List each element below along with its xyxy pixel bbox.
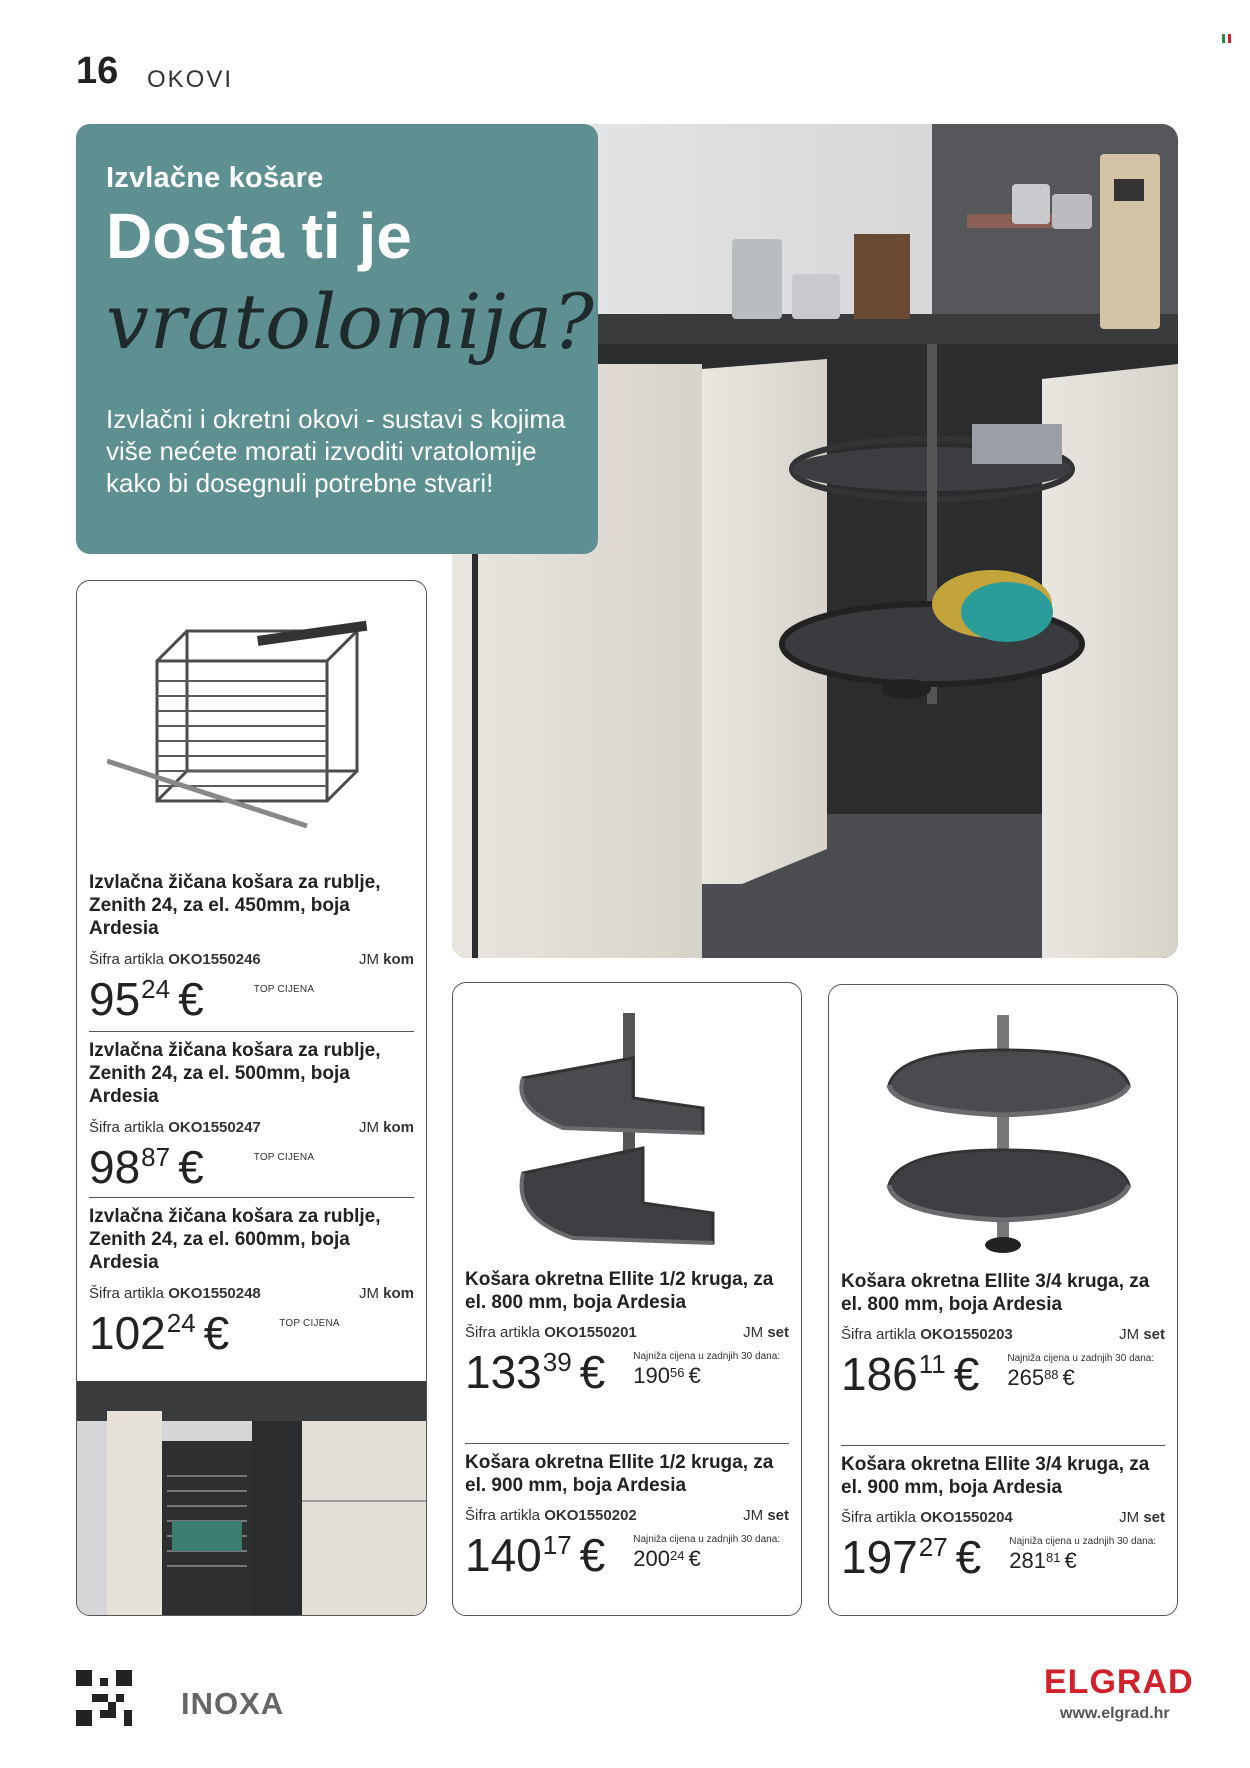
laundry-basket-card — [76, 580, 427, 1616]
price — [465, 1346, 606, 1399]
sku-label: Šifra artikla — [89, 1118, 165, 1136]
unit-value: set — [767, 1507, 789, 1525]
lowest-price-int: 190 — [633, 1363, 670, 1389]
unit-value: set — [1143, 1509, 1165, 1527]
lowest-price-30-days — [633, 1351, 780, 1387]
price-int: 197 — [841, 1531, 918, 1584]
currency: € — [178, 972, 204, 1025]
sku-code: OKO1550204 — [920, 1509, 1013, 1527]
product-meta — [841, 1326, 1165, 1343]
sku-label: Šifra artikla — [841, 1509, 917, 1527]
product-meta — [465, 1507, 789, 1524]
lowest-price-label: Najniža cijena u zadnjih 30 dana: — [633, 1534, 781, 1546]
hero-script-word: vratolomija? — [106, 277, 595, 367]
hero-title: Dosta ti je — [106, 200, 412, 272]
price-int: 133 — [465, 1346, 542, 1399]
top-price-badge: TOP CIJENA — [253, 1151, 315, 1163]
unit-value: kom — [383, 1118, 414, 1136]
price-cents: 11 — [918, 1349, 946, 1380]
price — [89, 1140, 204, 1193]
product-name: Izvlačna žičana košara za rublje, Zenith 24, za el. 500mm, boja Ardesia — [89, 1040, 381, 1108]
unit-label: JM — [358, 1118, 379, 1136]
sku-code: OKO1550246 — [168, 950, 261, 968]
lowest-price-label: Najniža cijena u zadnjih 30 dana: — [1009, 1536, 1157, 1548]
top-price-badge: TOP CIJENA — [253, 983, 315, 995]
page-number: 16 — [76, 50, 119, 92]
sku-label: Šifra artikla — [841, 1326, 917, 1344]
unit-value: set — [1143, 1326, 1165, 1344]
lowest-price-30-days — [1009, 1536, 1156, 1572]
product-meta — [89, 1119, 414, 1136]
half-circle-basket-image — [503, 1008, 753, 1258]
product-item — [89, 871, 414, 1025]
unit-value: kom — [383, 1284, 414, 1302]
unit-label: JM — [743, 1324, 764, 1342]
product-name: Košara okretna Ellite 3/4 kruga, za el. 800 mm, boja Ardesia — [841, 1271, 1150, 1316]
currency: € — [955, 1531, 982, 1584]
lowest-price-int: 265 — [1007, 1365, 1045, 1391]
price-int: 95 — [89, 972, 141, 1025]
price-cents: 17 — [542, 1530, 572, 1561]
product-meta — [841, 1509, 1165, 1526]
price — [89, 972, 204, 1025]
product-name: Košara okretna Ellite 3/4 kruga, za el. 900 mm, boja Ardesia — [841, 1454, 1150, 1499]
laundry-cabinet-photo — [77, 1381, 427, 1616]
hero-kicker: Izvlačne košare — [106, 162, 324, 194]
product-name: Košara okretna Ellite 1/2 kruga, za el. 900 mm, boja Ardesia — [465, 1452, 774, 1497]
price-int: 140 — [465, 1529, 542, 1582]
lowest-price-cents: 81 — [1045, 1550, 1061, 1566]
sku-label: Šifra artikla — [89, 950, 165, 968]
divider — [89, 1197, 414, 1198]
product-name: Izvlačna žičana košara za rublje, Zenith 24, za el. 450mm, boja Ardesia — [89, 872, 381, 940]
price-int: 186 — [841, 1348, 918, 1401]
wire-basket-image — [107, 601, 397, 841]
sku-label: Šifra artikla — [89, 1284, 165, 1302]
price — [841, 1348, 980, 1401]
hero-description: Izvlačni i okretni okovi - sustavi s kojima više nećete morati izvoditi vratolomije kako bi dosegnuli potrebne stvari! — [106, 404, 566, 498]
website-link[interactable]: www.elgrad.hr — [1060, 1705, 1170, 1722]
lowest-price-label: Najniža cijena u zadnjih 30 dana: — [633, 1351, 781, 1363]
product-meta — [465, 1324, 789, 1341]
sku-code: OKO1550248 — [168, 1284, 261, 1302]
top-price-badge: TOP CIJENA — [279, 1317, 340, 1329]
three-quarter-basket-image — [859, 1010, 1149, 1260]
price — [465, 1529, 606, 1582]
lowest-price-int: 281 — [1009, 1548, 1046, 1574]
half-circle-basket-card — [452, 982, 802, 1616]
lowest-price-30-days — [633, 1534, 780, 1570]
currency: € — [203, 1306, 230, 1359]
price-cents: 24 — [166, 1307, 196, 1338]
unit-value: kom — [383, 950, 414, 968]
section-label: OKOVI — [147, 66, 234, 93]
currency: € — [688, 1363, 701, 1389]
product-item — [465, 1451, 789, 1582]
product-item — [89, 1039, 414, 1193]
currency: € — [178, 1140, 204, 1193]
three-quarter-basket-card — [828, 984, 1178, 1616]
sku-label: Šifra artikla — [465, 1324, 541, 1342]
price-cents: 27 — [918, 1532, 948, 1563]
currency: € — [1064, 1548, 1077, 1574]
sku-code: OKO1550247 — [168, 1118, 261, 1136]
currency: € — [1062, 1365, 1075, 1391]
price — [841, 1531, 982, 1584]
product-name: Košara okretna Ellite 1/2 kruga, za el. 800 mm, boja Ardesia — [465, 1269, 774, 1314]
unit-value: set — [767, 1324, 789, 1342]
sku-code: OKO1550202 — [544, 1507, 637, 1525]
sku-code: OKO1550203 — [920, 1326, 1013, 1344]
currency: € — [953, 1348, 980, 1401]
divider — [465, 1443, 789, 1444]
currency: € — [579, 1346, 606, 1399]
product-item — [465, 1268, 789, 1399]
product-item — [841, 1270, 1165, 1401]
qr-code-icon[interactable] — [76, 1670, 132, 1726]
price-cents: 24 — [141, 973, 171, 1004]
flag-icon — [1222, 34, 1231, 43]
currency: € — [688, 1546, 701, 1572]
lowest-price-cents: 24 — [669, 1548, 685, 1564]
sku-label: Šifra artikla — [465, 1507, 541, 1525]
price-cents: 39 — [542, 1347, 572, 1378]
unit-label: JM — [1119, 1509, 1140, 1527]
product-meta — [89, 1285, 414, 1302]
divider — [841, 1445, 1165, 1446]
price-int: 98 — [89, 1140, 141, 1193]
lowest-price-int: 200 — [633, 1546, 670, 1572]
inoxa-logo: INOXA — [181, 1686, 285, 1721]
unit-label: JM — [1119, 1326, 1140, 1344]
unit-label: JM — [358, 950, 379, 968]
unit-label: JM — [743, 1507, 764, 1525]
elgrad-logo: ELGRAD — [1044, 1663, 1194, 1701]
currency: € — [579, 1529, 606, 1582]
price-int: 102 — [89, 1306, 166, 1359]
lowest-price-30-days — [1007, 1353, 1154, 1389]
product-meta — [89, 951, 414, 968]
product-item — [89, 1205, 414, 1359]
lowest-price-label: Najniža cijena u zadnjih 30 dana: — [1007, 1353, 1155, 1365]
price — [89, 1306, 230, 1359]
divider — [89, 1031, 414, 1032]
lowest-price-cents: 88 — [1044, 1367, 1059, 1383]
hero-banner — [76, 124, 598, 554]
lowest-price-cents: 56 — [669, 1365, 685, 1381]
unit-label: JM — [358, 1284, 379, 1302]
product-name: Izvlačna žičana košara za rublje, Zenith 24, za el. 600mm, boja Ardesia — [89, 1206, 381, 1274]
product-item — [841, 1453, 1165, 1584]
price-cents: 87 — [141, 1141, 171, 1172]
sku-code: OKO1550201 — [544, 1324, 637, 1342]
